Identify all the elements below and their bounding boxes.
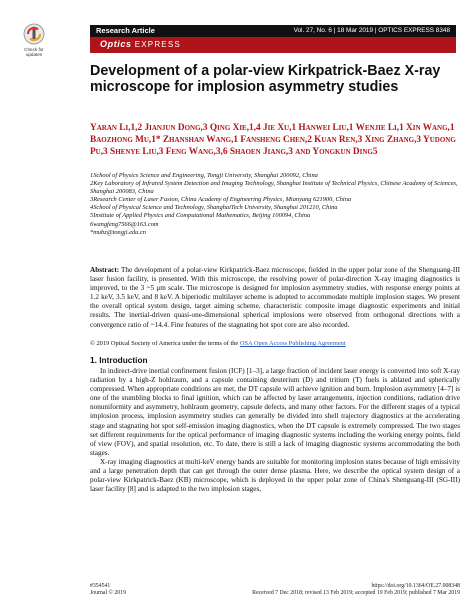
affiliation-5: 5Institute of Applied Physics and Computational Mathematics, Beijing 100094, China	[90, 212, 311, 220]
paper-title: Development of a polar-view Kirkpatrick-Baez X-ray microscope for implosion asymmetry studies	[90, 63, 441, 95]
copyright-notice	[90, 340, 462, 348]
email-1[interactable]: 6wangfeng7566@163.com	[90, 220, 159, 228]
section-heading: 1. Introduction	[90, 355, 148, 365]
introduction-body	[90, 367, 460, 494]
badge-line-2: updates	[25, 52, 43, 57]
journal-banner	[90, 37, 456, 53]
article-type: Research Article	[96, 26, 155, 35]
doi-link[interactable]: https://doi.org/10.1364/OE.27.008348	[371, 583, 460, 589]
author-list: Yaran Li,1,2 Jianjun Dong,3 Qing Xie,1,4 Jie Xu,1 Hanwei Liu,1 Wenjie Li,1 Xin Wang,1 Baozhong Mu,1* Zhanshan Wang,1 Fansheng Chen,2 Kuan Ren,3 Xing Zhang,3 Yudong Pu,3 Shenye Liu,3 Feng Wang,3,6 Shaoen Jiang,3 and Yongkun Ding5	[90, 123, 456, 157]
intro-paragraph-2: X-ray imaging diagnostics at multi-keV energy bands are suitable for monitoring implosion states because of high emissivity and a large penetration depth that can get through the outer dense plasma. Here, we describe the optical system design of a polar-view Kirkpatrick-Baez (KB) microscope, which is deployed in the upper polar zone of China's Shenguang-III (SG-III) laser facility [8] and is adapted to the two implosion stages,	[90, 457, 460, 494]
intro-paragraph-1: In indirect-drive inertial confinement fusion (ICF) [1–3], a large fraction of incident laser energy is converted into soft X-ray radiation by a high-Z hohlraum, and a capsule containing deuterium (D) and tritium (T) fuels is ablated and spherically compressed. When appropriate conditions are met, the DT capsule will achieve ignition and burn. Implosion asymmetry [4–7] is one of the stumbling blocks to final ignition, which can be affected by laser arrangements, injection conditions, radiation drive nonuniformity and asymmetry, hohlraum geometry, capsule defects, and many other factors. For the different stages of a typical implosion process, implosion asymmetry studies can generally be divided into shell trajectory diagnostics at the accelerating stage and stagnating hot spot self-emission imaging diagnostics, when the DT capsule is extremely compressed. The two stages set different requirements for the optical performance of imaging diagnostic systems including the working energy points, field of view (FOV), and spatial resolution, etc. To date, there is still a lack of imaging diagnostic systems accommodating the both stages.	[90, 367, 460, 457]
affiliation-1: 1School of Physics Science and Engineering, Tongji University, Shanghai 200092, China	[90, 172, 318, 179]
badge-line-1: Check for	[24, 47, 44, 52]
journal-logo	[100, 39, 181, 49]
footer-right	[160, 583, 460, 598]
journal-name-part1: Optics	[100, 39, 132, 49]
abstract	[90, 266, 460, 330]
affiliation-list	[90, 172, 462, 237]
abstract-label: Abstract:	[90, 266, 120, 274]
copyright-text: © 2019 Optical Society of America under the terms of the	[90, 340, 239, 347]
open-access-agreement-link[interactable]: OSA Open Access Publishing Agreement	[239, 340, 346, 347]
abstract-text: The development of a polar-view Kirkpatrick-Baez microscope, fielded in the upper polar zone of the Shenguang-III laser fusion facility, is presented. With this microscope, the resolving power of polar-direction X-ray imaging diagnostics is improved, to the 3 ~5 μm scale. The microscope is designed for implosion asymmetry studies, with response energy points at 1.2 keV, 3.5 keV, and 8 keV. A biperiodic multilayer scheme is adopted to accommodate multiple implosion stages. We present the overall optical system design, target aiming scheme, characteristic composite image diagnostic experiments and initial results. The inertial-driven quasi-one-dimensional spherical implosions were observed from orthogonal directions with a convergence ratio of ~14.4. Fine features of the stagnating hot spot core are also recorded.	[90, 266, 461, 329]
check-updates-icon	[23, 23, 45, 45]
affiliation-3: 3Research Center of Laser Fusion, China Academy of Engineering Physics, Mianyang 621900, China	[90, 196, 352, 204]
journal-name-part2: EXPRESS	[134, 40, 181, 49]
publication-dates: Received 7 Dec 2018; revised 13 Feb 2019; accepted 19 Feb 2019; published 7 Mar 2019	[252, 590, 460, 597]
affiliation-4: 4School of Physical Science and Technology, ShanghaiTech University, Shanghai 201210, China	[90, 204, 338, 212]
article-header-bar	[90, 25, 456, 37]
footer-left	[90, 583, 126, 598]
email-2[interactable]: *mubz@tongji.edu.cn	[90, 228, 146, 236]
manuscript-id: #354541	[90, 583, 111, 589]
check-for-updates-badge[interactable]	[8, 23, 60, 65]
volume-info: Vol. 27, No. 6 | 18 Mar 2019 | OPTICS EXPRESS 8348	[293, 26, 450, 34]
journal-copyright: Journal © 2019	[90, 590, 126, 597]
affiliation-2: 2Key Laboratory of Infrared System Detection and Imaging Technology, Shanghai Institute of Technical Physics, Chinese Academy of Sciences, Shanghai 200083, China	[90, 180, 458, 196]
